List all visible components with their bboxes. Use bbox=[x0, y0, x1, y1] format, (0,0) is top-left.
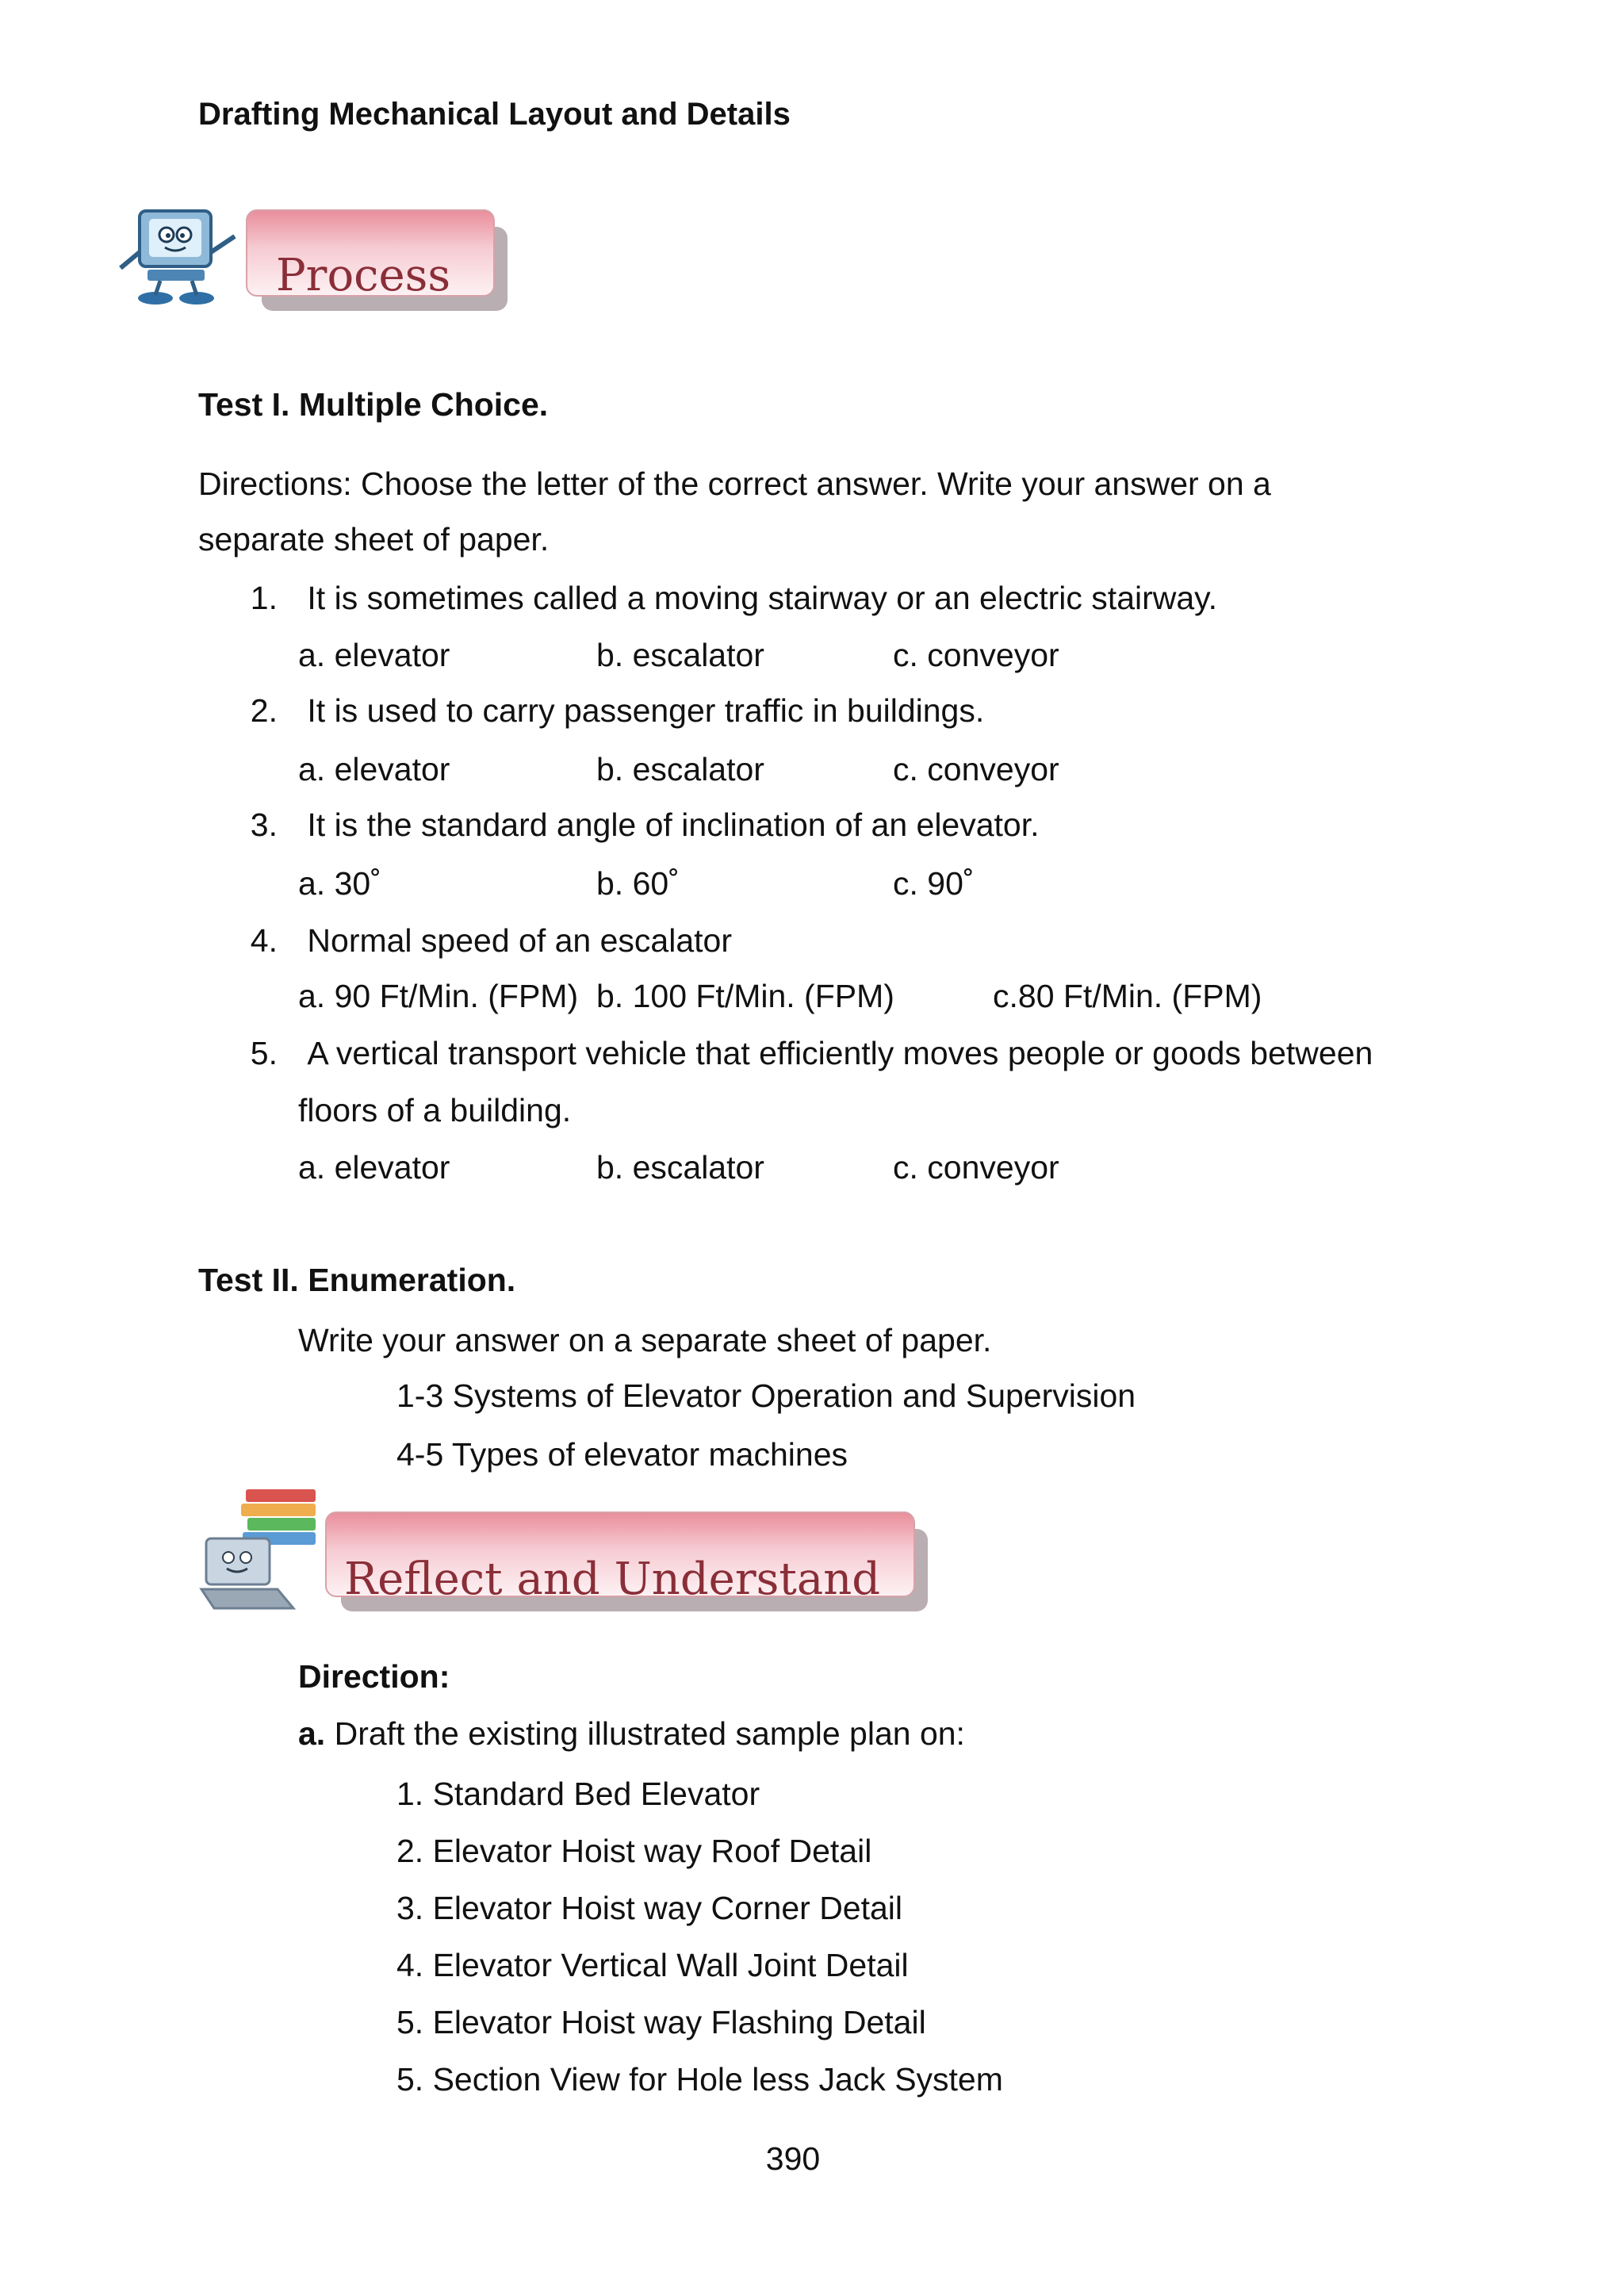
q3-option-c: c. 90˚ bbox=[893, 865, 975, 902]
reflect-instruction bbox=[298, 1715, 965, 1753]
test2-title: Test II. Enumeration. bbox=[198, 1262, 516, 1298]
reflect-direction-label: Direction: bbox=[298, 1658, 450, 1695]
q4-option-b: b. 100 Ft/Min. (FPM) bbox=[596, 978, 894, 1014]
reflect-banner bbox=[198, 1475, 936, 1618]
q2-option-b: b. escalator bbox=[596, 751, 764, 787]
reflect-a-text: Draft the existing illustrated sample plan on: bbox=[325, 1715, 965, 1752]
process-banner-label: Process bbox=[276, 250, 451, 297]
question-number: 4. bbox=[250, 922, 278, 959]
reflect-item: 4. Elevator Vertical Wall Joint Detail bbox=[396, 1947, 909, 1983]
process-banner-tab bbox=[246, 209, 495, 297]
question-number: 3. bbox=[250, 807, 278, 843]
q5-option-c: c. conveyor bbox=[893, 1149, 1059, 1186]
reflect-item: 1. Standard Bed Elevator bbox=[396, 1776, 760, 1812]
question-text: It is sometimes called a moving stairway or an electric stairway. bbox=[307, 580, 1218, 616]
test1-directions-line1: Directions: Choose the letter of the correct answer. Write your answer on a bbox=[198, 466, 1271, 502]
test2-item: 4-5 Types of elevator machines bbox=[396, 1436, 848, 1473]
computer-mascot-icon bbox=[116, 205, 243, 308]
question-number: 5. bbox=[250, 1035, 278, 1071]
question-3 bbox=[230, 806, 1040, 844]
question-text: Normal speed of an escalator bbox=[307, 922, 732, 959]
reflect-a-label: a. bbox=[298, 1715, 326, 1752]
question-number: 1. bbox=[250, 580, 278, 616]
reflect-item: 2. Elevator Hoist way Roof Detail bbox=[396, 1833, 872, 1869]
q5-option-b: b. escalator bbox=[596, 1149, 764, 1186]
question-number: 2. bbox=[250, 692, 278, 729]
reflect-banner-tab bbox=[325, 1511, 915, 1597]
q1-option-a: a. elevator bbox=[298, 637, 450, 673]
test2-instruction: Write your answer on a separate sheet of paper. bbox=[298, 1322, 992, 1358]
question-4 bbox=[230, 921, 732, 960]
process-banner bbox=[111, 198, 523, 317]
q4-option-c: c.80 Ft/Min. (FPM) bbox=[993, 978, 1262, 1014]
q1-option-c: c. conveyor bbox=[893, 637, 1059, 673]
question-text: A vertical transport vehicle that efficiently moves people or goods between bbox=[307, 1035, 1373, 1071]
q1-option-b: b. escalator bbox=[596, 637, 764, 673]
reflect-item: 3. Elevator Hoist way Corner Detail bbox=[396, 1890, 903, 1926]
q5-option-a: a. elevator bbox=[298, 1149, 450, 1186]
books-laptop-icon bbox=[198, 1481, 333, 1616]
question-1 bbox=[230, 579, 1217, 617]
question-2 bbox=[230, 692, 984, 730]
page-number: 390 bbox=[765, 2140, 821, 2177]
q3-option-b: b. 60˚ bbox=[596, 865, 680, 902]
reflect-banner-label: Reflect and Understand bbox=[344, 1554, 881, 1597]
q2-option-a: a. elevator bbox=[298, 751, 450, 787]
q4-option-a: a. 90 Ft/Min. (FPM) bbox=[298, 978, 579, 1014]
page-header-title: Drafting Mechanical Layout and Details bbox=[198, 97, 791, 132]
question-5-continued: floors of a building. bbox=[298, 1092, 572, 1128]
test2-item: 1-3 Systems of Elevator Operation and Supervision bbox=[396, 1377, 1136, 1414]
test1-directions-line2: separate sheet of paper. bbox=[198, 521, 550, 557]
q3-option-a: a. 30˚ bbox=[298, 865, 381, 902]
question-text: It is used to carry passenger traffic in buildings. bbox=[307, 692, 985, 729]
question-text: It is the standard angle of inclination of an elevator. bbox=[307, 807, 1040, 843]
reflect-item: 5. Elevator Hoist way Flashing Detail bbox=[396, 2004, 926, 2040]
q2-option-c: c. conveyor bbox=[893, 751, 1059, 787]
question-5 bbox=[230, 1034, 1373, 1072]
reflect-item: 5. Section View for Hole less Jack System bbox=[396, 2061, 1003, 2098]
test1-title: Test I. Multiple Choice. bbox=[198, 386, 549, 423]
